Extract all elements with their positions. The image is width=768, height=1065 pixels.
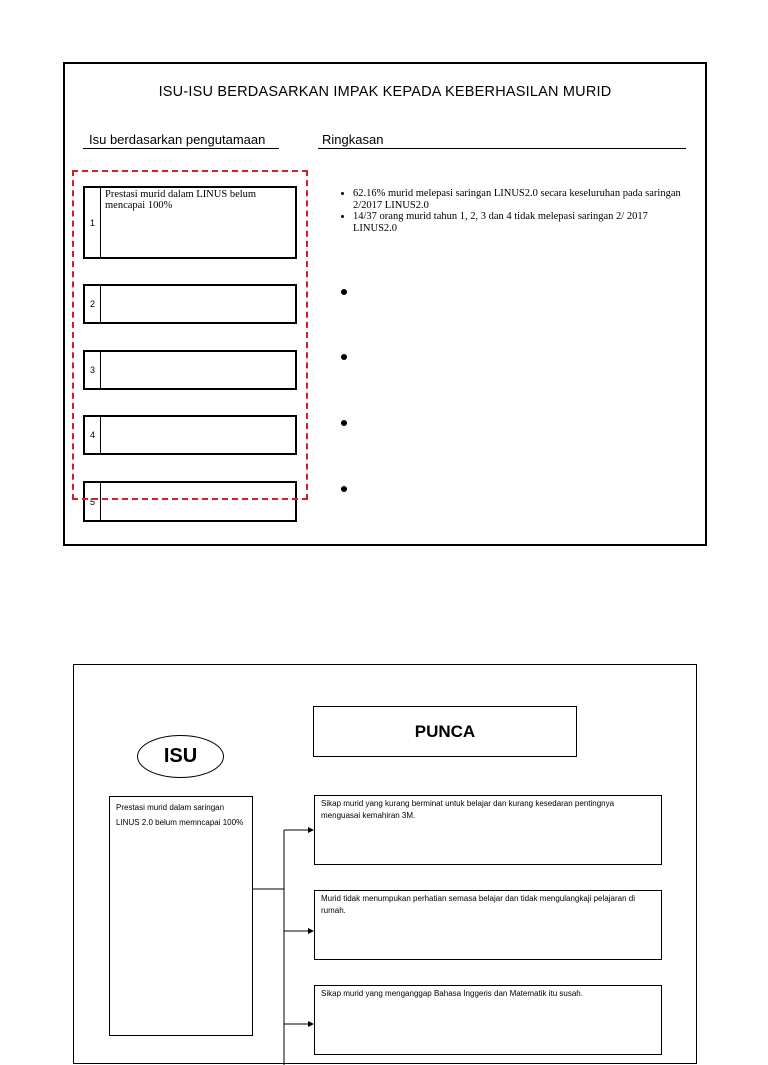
slide-title: ISU-ISU BERDASARKAN IMPAK KEPADA KEBERHASILAN MURID xyxy=(158,84,612,100)
cause-analysis-slide xyxy=(73,664,697,1064)
issue-number: 5 xyxy=(85,483,101,520)
cause-box-3: Sikap murid yang menganggap Bahasa Inggeris dan Matematik itu susah. xyxy=(314,985,662,1055)
summary-header: Ringkasan xyxy=(322,132,384,147)
issue-number: 2 xyxy=(85,286,101,322)
summary-bullet-2: • 14/37 orang murid tahun 1, 2, 3 dan 4 tidak melepasi saringan 2/ 2017 LINUS2.0 xyxy=(353,211,685,234)
empty-bullet xyxy=(341,486,347,492)
punca-heading-box: PUNCA xyxy=(313,706,577,757)
issue-text: Prestasi murid dalam LINUS belum mencapai 100% xyxy=(105,189,257,211)
issues-slide xyxy=(63,62,707,546)
issue-number: 1 xyxy=(85,188,101,257)
empty-bullet xyxy=(341,354,347,360)
issue-number: 4 xyxy=(85,417,101,453)
priority-issues-header: Isu berdasarkan pengutamaan xyxy=(89,132,266,147)
summary-header-underline xyxy=(318,148,686,149)
summary-list xyxy=(335,188,685,234)
priority-highlight-box xyxy=(72,170,308,500)
cause-box-1: Sikap murid yang kurang berminat untuk belajar dan kurang kesedaran pentingnya menguasai kemahiran 3M. xyxy=(314,795,662,865)
isu-heading-ellipse: ISU xyxy=(137,735,224,778)
empty-bullet xyxy=(341,289,347,295)
issue-number: 3 xyxy=(85,352,101,388)
priority-header-underline xyxy=(83,148,279,149)
empty-bullet xyxy=(341,420,347,426)
isu-box: Prestasi murid dalam saringan LINUS 2.0 belum memncapai 100% xyxy=(109,796,253,1036)
summary-bullet-1: • 62.16% murid melepasi saringan LINUS2.0 secara keseluruhan pada saringan 2/2017 LINUS2.0 xyxy=(353,188,685,211)
cause-box-2: Murid tidak menumpukan perhatian semasa belajar dan tidak mengulangkaji pelajaran di rumah. xyxy=(314,890,662,960)
